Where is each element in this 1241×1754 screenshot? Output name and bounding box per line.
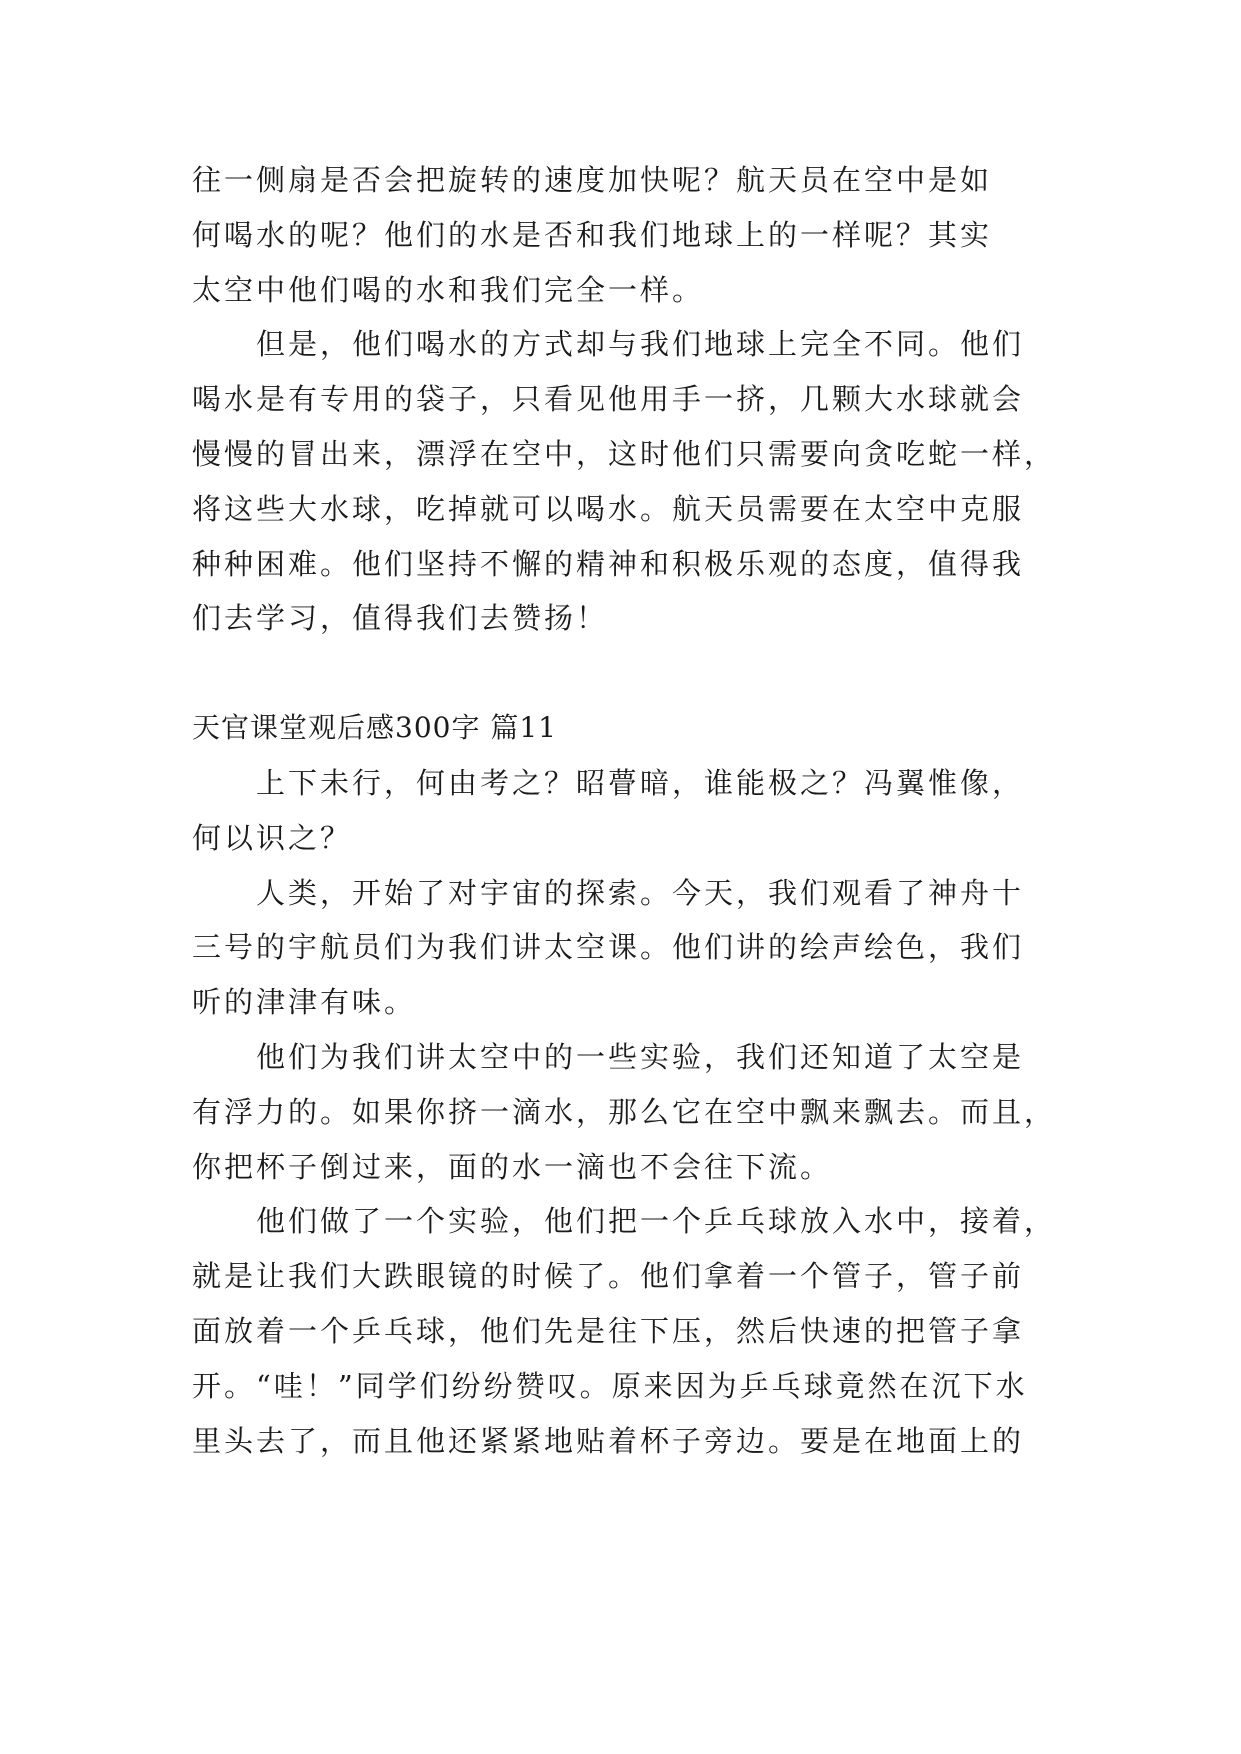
text-line: 太空中他们喝的水和我们完全一样。 bbox=[192, 273, 705, 307]
text-line: 里头去了，而且他还紧紧地贴着杯子旁边。要是在地面上的 bbox=[192, 1424, 1025, 1458]
text-line: 开。“哇！”同学们纷纷赞叹。原来因为乒乓球竟然在沉下水 bbox=[192, 1369, 1028, 1403]
text-line: 喝水是有专用的袋子，只看见他用手一挤，几颗大水球就会 bbox=[192, 382, 1025, 416]
section-heading: 天官课堂观后感300字 篇11 bbox=[192, 711, 557, 744]
text-line: 往一侧扇是否会把旋转的速度加快呢？航天员在空中是如 bbox=[192, 163, 993, 197]
text-line: 三号的宇航员们为我们讲太空课。他们讲的绘声绘色，我们 bbox=[192, 930, 1025, 964]
text-line: 面放着一个乒乓球，他们先是往下压，然后快速的把管子拿 bbox=[192, 1314, 1025, 1348]
paragraph-start: 上下未行，何由考之？昭瞢暗，谁能极之？冯翼惟像， bbox=[256, 766, 1025, 800]
paragraph-start: 但是，他们喝水的方式却与我们地球上完全不同。他们 bbox=[256, 327, 1025, 361]
text-line: 慢慢的冒出来，漂浮在空中，这时他们只需要向贪吃蛇一样， bbox=[192, 437, 1057, 471]
paragraph-start: 他们为我们讲太空中的一些实验，我们还知道了太空是 bbox=[256, 1040, 1025, 1074]
text-line: 有浮力的。如果你挤一滴水，那么它在空中飘来飘去。而且， bbox=[192, 1095, 1057, 1129]
paragraph-start: 人类，开始了对宇宙的探索。今天，我们观看了神舟十 bbox=[256, 876, 1025, 910]
text-line: 何喝水的呢？他们的水是否和我们地球上的一样呢？其实 bbox=[192, 218, 993, 252]
text-line: 将这些大水球，吃掉就可以喝水。航天员需要在太空中克服 bbox=[192, 492, 1025, 526]
text-line: 你把杯子倒过来，面的水一滴也不会往下流。 bbox=[192, 1150, 833, 1184]
text-line: 们去学习，值得我们去赞扬！ bbox=[192, 601, 609, 635]
text-line: 听的津津有味。 bbox=[192, 985, 417, 1019]
text-line: 何以识之？ bbox=[192, 821, 353, 855]
paragraph-start: 他们做了一个实验，他们把一个乒乓球放入水中，接着， bbox=[256, 1204, 1057, 1238]
text-line: 就是让我们大跌眼镜的时候了。他们拿着一个管子，管子前 bbox=[192, 1259, 1025, 1293]
text-line: 种种困难。他们坚持不懈的精神和积极乐观的态度，值得我 bbox=[192, 547, 1025, 581]
